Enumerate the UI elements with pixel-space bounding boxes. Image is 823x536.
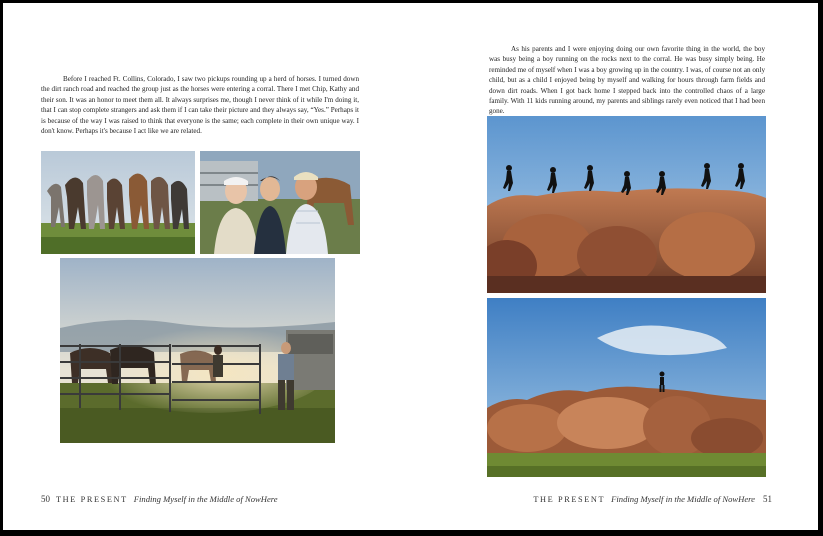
- left-section-title: THE PRESENT: [56, 495, 128, 504]
- book-spread: [3, 3, 818, 530]
- right-page: [410, 3, 818, 530]
- left-page: [3, 3, 410, 530]
- horses-photo: [41, 151, 195, 254]
- right-book-subtitle: Finding Myself in the Middle of NowHere: [611, 494, 755, 504]
- family-photo: [200, 151, 360, 254]
- right-page-number: 51: [763, 494, 772, 504]
- boy-on-rocks-photo: [487, 298, 766, 477]
- left-paragraph: Before I reached Ft. Collins, Colorado, I saw two pickups rounding up a herd of horses. I turned down the dirt ranch road and reached the group just as the horses were entering a corral. There I met Chip, Kathy and their son. It was an honor to meet them all. It always surprises me, though I never think of it while I'm doing it, that I can stop complete strangers and ask them if I can take their picture and they always say, “Yes.” Perhaps it is because of the way I was raised to think that everyone is the same; each complete in their own unique way. I don't know. Perhaps it's because I act like we are related.: [41, 75, 359, 136]
- left-book-subtitle: Finding Myself in the Middle of NowHere: [133, 494, 278, 504]
- left-body-text: [41, 74, 359, 136]
- corral-photo: [60, 258, 335, 443]
- right-body-text: [489, 44, 765, 117]
- right-paragraph: As his parents and I were enjoying doing our own favorite thing in the world, the boy was busy being a boy running on the rocks next to the corral. He was busy simply being. He reminded me of myself when I was a boy growing up in the country. I was, of course not an only child, but as a child I enjoyed being by myself and walking for hours through farm fields and down dirt roads. When I got back home I stepped back into the controlled chaos of a large family. With 11 kids running around, my parents and siblings rarely even noticed that I had been gone.: [489, 45, 765, 116]
- right-footer: [527, 494, 772, 504]
- running-boy-rocks-photo: [487, 116, 766, 293]
- right-section-title: THE PRESENT: [533, 495, 606, 504]
- left-footer: [41, 494, 278, 504]
- left-page-number: 50: [41, 494, 50, 504]
